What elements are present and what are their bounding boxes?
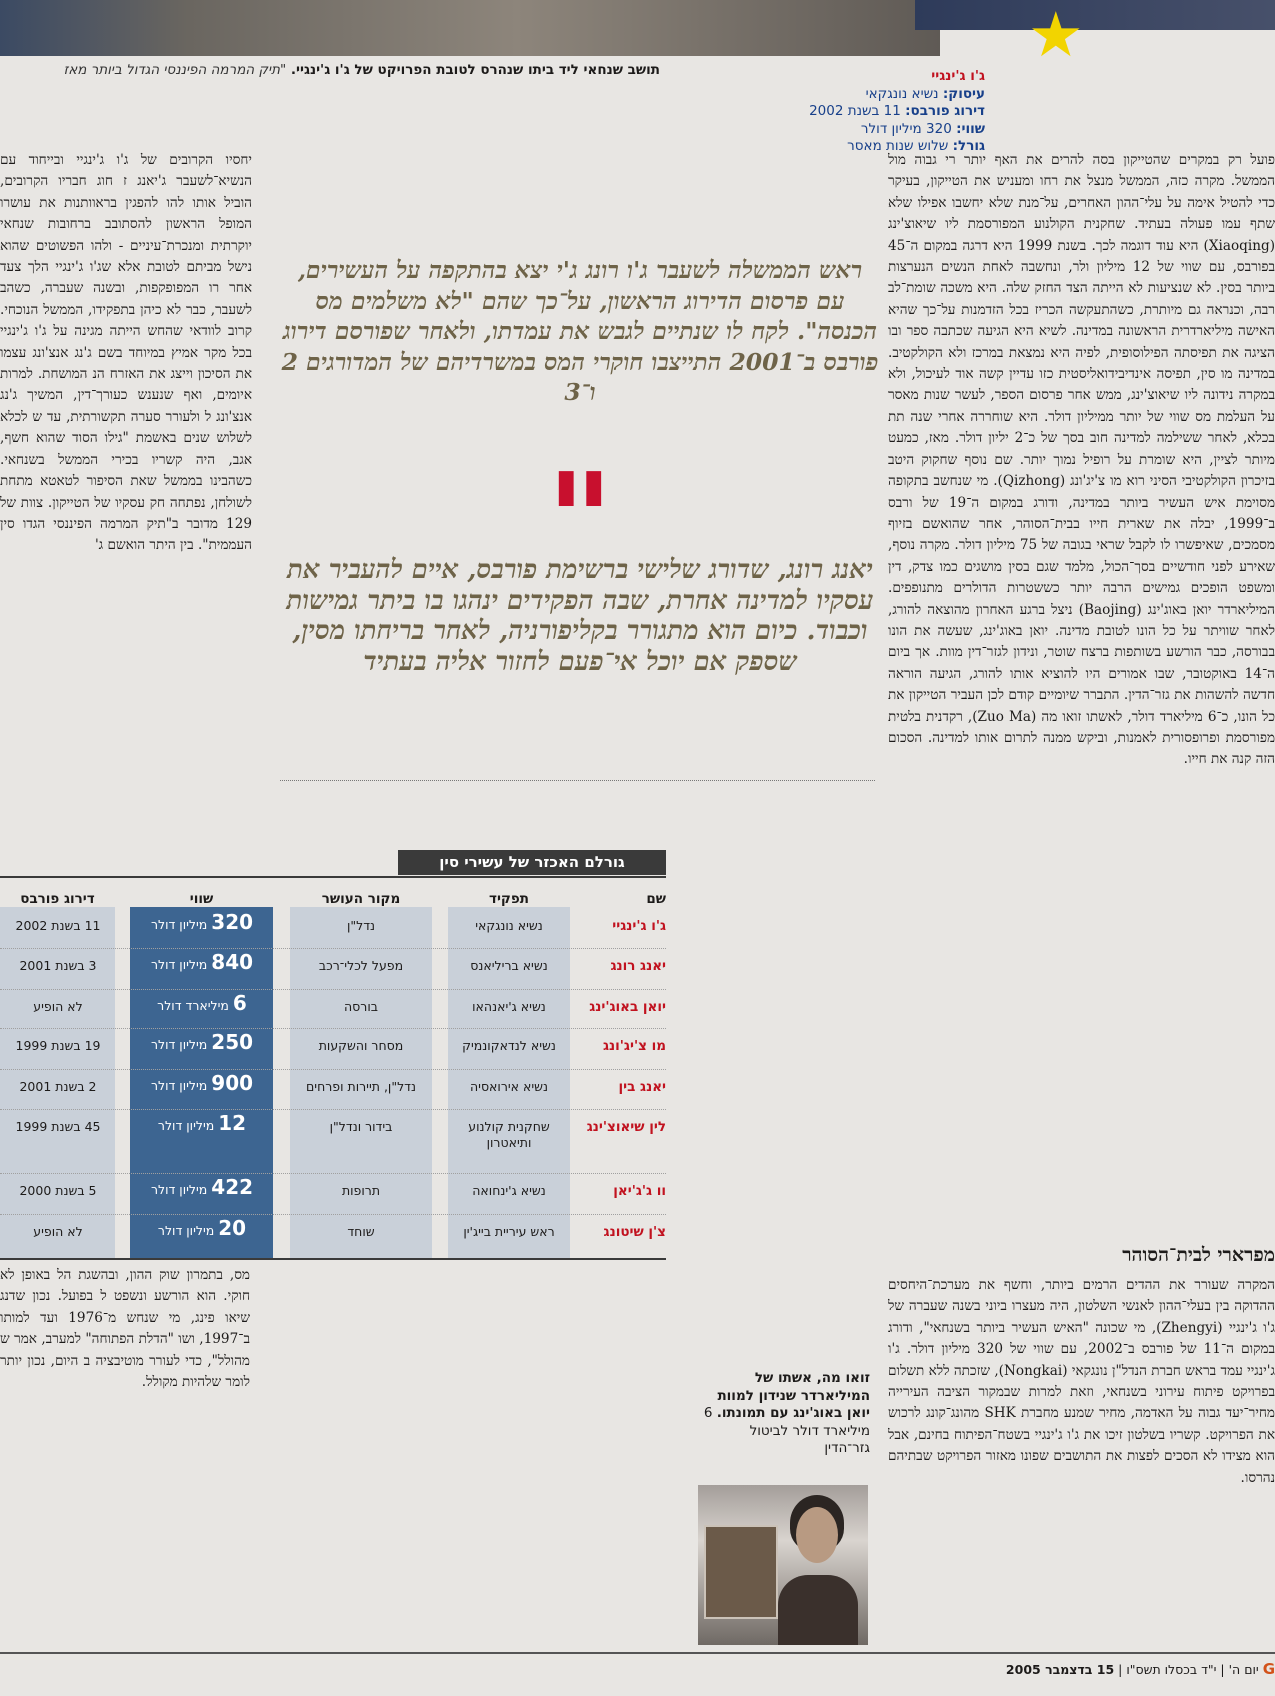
- profile-row: [800, 121, 985, 139]
- star-icon: ★: [1028, 0, 1084, 71]
- article-column-right-top: [888, 150, 1275, 1190]
- photo-caption: [700, 1370, 870, 1458]
- table-cell-rank: לא הופיע: [33, 1224, 83, 1239]
- value-number: 12: [218, 1111, 247, 1135]
- article-text: המקרה שעורר את ההדים הרמים ביותר, וחשף את מערכת־היחסים ההדוקה בין בעלי־ההון לאנשי השלטון, היה מעצרו ביוני בשנה שעברה של ג'ו ג'ינגיי (Zhengyi), מי שכונה "האיש העשיר ביותר בשנחאי", ודורג במקום ה־11 של פורבס ב־2002, עם שווי של 320 מיליון דולר. ג'ו ג'ינגיי עמד בראש חברת הנדל"ן נונגקאי (Nongkai), שזכתה ללא תשלום בפרויקט פיתוח עירוני בשנחאי, וזאת למרות שבמקור הציבה העירייה מחיר־יעד גבוה על האדמה, מחיר שמנע מחברת SHK מהונג־קונג לרכוש את הפרויקט. קשריו בשלטון זיכו את ג'ו ג'ינגיי בשטח־הפיתוח בחינם, אבל הוא מצידו לא הסכים לפצות את התושבים שפונו מאזור הפרויקט שבתיהם נהרסו.: [888, 1277, 1275, 1486]
- profile-value: שלוש שנות מאסר: [847, 138, 949, 154]
- profile-key: שווי:: [956, 120, 985, 137]
- table-row-separator: [0, 1028, 666, 1030]
- value-unit: מיליון דולר: [150, 957, 208, 972]
- value-unit: מיליון דולר: [150, 1078, 208, 1093]
- table-row-separator: [0, 1069, 666, 1071]
- table-cell-name: יאנג בין: [618, 1079, 666, 1095]
- table-row-separator: [0, 1214, 666, 1216]
- header-rank: דירוג פורבס: [20, 891, 95, 907]
- value-unit: מיליארד דולר: [157, 998, 229, 1013]
- value-number: 840: [211, 950, 254, 974]
- value-number: 320: [211, 910, 254, 934]
- pull-quote-top: ראש הממשלה לשעבר ג'ו רונג ג'י יצא בהתקפה על העשירים, עם פרסום הדירוג הראשון, על־כך שהם "לא משלמים מס הכנסה". לקח לו שנתיים לגבש את עמדתו, ולאחר שפורסם דירוג פורבס ב־2001 התייצבו חוקרי המס במשרדיהם של המדורגים 2 ו־3: [281, 256, 879, 406]
- article-text: יחסיו הקרובים של ג'ו ג'ינגיי ובייחוד עם הנשיא־לשעבר ג'יאנג ז חוג חבריו הקרובים, הוביל אותו להו להפגין בראוותנות את עושרו המופל הראשון להסתובב ברחובות שנחאי יוקרתית ומנכרת־עיניים - ולהו הפשוטים שהוא נישל מביתם לטובת אלא שג'ו ג'ינגיי הלך צעד אחר רו המפופקפות, ובשנה שעברה, כשהב לשעבר, כבר לא כיהן בתפקידו, הממשל הנוכחי. קרוב לוודאי שהחש הייתה מגינה על ג'ו ג'ינגיי בכל מקר אמיץ במיוחד בשם ג'נג אנצ'ונג עצמו את הסיכון וייצג את האזרח הנ המושחת. למרות איומים, ואף שנענש כעורך־דין, המשיך ג'נג אנצ'ונג ל ולעורר סערה תקשורתית, עד ש לכלא לשלוש שנים באשמת "גילו הסוד שהוא חשף, אגב, היה קשריו בכירי הממשל בשנחאי. כשהבינו בממשל שאת הסיפור לטאטא מתחת לשולחן, נפתחה חק עסקיו של הטייקון. צוות של 129 מדובר ב"תיק המרמה הפיננסי הגדו סין העממית". בין היתר הואשם ג': [0, 152, 252, 554]
- table-cell-source: תרופות: [341, 1183, 381, 1198]
- framed-picture: [704, 1525, 778, 1619]
- table-cell-value: [132, 1216, 272, 1240]
- profile-infobox: [800, 68, 985, 156]
- table-cell-rank: 2 בשנת 2001: [19, 1079, 97, 1094]
- profile-name: ג'ו ג'ינגיי: [931, 68, 985, 84]
- table-cell-value: [132, 1111, 272, 1135]
- table-cell-source: מפעל לכלי־רכב: [318, 958, 404, 973]
- footer-day: יום ה': [1228, 1662, 1259, 1677]
- caption-quote: "תיק המרמה הפיננסי הגדול ביותר מאז: [63, 62, 287, 78]
- table-cell-rank: 5 בשנת 2000: [19, 1183, 97, 1198]
- footer-rule: [0, 1652, 1275, 1654]
- table-cell-source: שוחד: [347, 1224, 375, 1239]
- footer-logo: G: [1262, 1660, 1275, 1678]
- photo-caption-rest: 6 מיליארד דולר לביטול גזר־הדין: [703, 1405, 870, 1456]
- table-row-separator: [0, 1109, 666, 1111]
- table-cell-name: מו צ'יג'ונג: [603, 1038, 666, 1054]
- table-cell-value: [132, 1030, 272, 1054]
- table-cell-name: יאנג רונג: [610, 958, 666, 974]
- table-cell-role: נשיא בריליאנס: [470, 958, 548, 973]
- article-text: מס, בתמרון שוק ההון, ובהשגת הל באופן לא חוקי. הוא הורשע ונשפט ל בפועל. נכון שדנג שיאו פינג, מי שנחש מ־1976 ועד למותו ב־1997, ושו "הדלת הפתוחה" למערב, אמר ש מהולל", כדי לעורר מוטיבציה ב היום, נכון יותר לומר שלהיות מקולל.: [0, 1267, 250, 1391]
- table-cell-role: ראש עיריית בייג'ין: [463, 1224, 555, 1239]
- table-bottom-rule: [0, 1258, 666, 1260]
- portrait-body: [778, 1575, 858, 1645]
- table-cell-role: נשיא ג'יאנהאו: [472, 999, 546, 1014]
- table-cell-role: נשיא לנדאקונמיק: [462, 1038, 556, 1053]
- profile-value: 11 בשנת 2002: [809, 103, 901, 119]
- profile-value: 320 מיליון דולר: [860, 120, 952, 137]
- table-cell-value: [132, 910, 272, 934]
- table-cell-source: בידור ונדל"ן: [329, 1119, 393, 1134]
- profile-key: גורל:: [952, 138, 985, 154]
- table-row-separator: [0, 1173, 666, 1175]
- table-cell-rank: 11 בשנת 2002: [15, 918, 101, 933]
- table-cell-name: וו ג'ג'יאן: [613, 1183, 666, 1199]
- value-unit: מיליון דולר: [150, 1037, 208, 1052]
- value-number: 6: [232, 991, 247, 1015]
- header-role: תפקיד: [489, 891, 529, 907]
- header-value: שווי: [189, 891, 214, 907]
- table-cell-value: [132, 1175, 272, 1199]
- table-rule: [0, 876, 666, 878]
- value-number: 250: [211, 1030, 254, 1054]
- table-cell-source: נדל"ן, תיירות ופרחים: [305, 1079, 417, 1094]
- quote-mark-icon: ": [546, 447, 614, 596]
- table-row-separator: [0, 989, 666, 991]
- photo-caption-bold: זואו מה, אשתו של המיליארדר שנידון למוות יואן באוג'ינג עם תמונתו.: [716, 1370, 870, 1421]
- table-cell-value: [132, 991, 272, 1015]
- table-cell-role: שחקנית קולנוע ותיאטרון: [468, 1119, 550, 1150]
- table-cell-role: נשיא ג'ינחואה: [472, 1183, 546, 1198]
- header-source: מקור העושר: [321, 891, 401, 907]
- portrait-photo: [698, 1485, 868, 1645]
- portrait-face: [796, 1507, 838, 1563]
- table-cell-role: נשיא נונגקאי: [475, 918, 543, 933]
- table-row-separator: [0, 948, 666, 950]
- table-cell-name: לין שיאוצ'ינג: [586, 1119, 666, 1135]
- value-unit: מיליון דולר: [157, 1118, 215, 1133]
- table-cell-source: בורסה: [344, 999, 378, 1014]
- profile-value: נשיא נונגקאי: [865, 85, 939, 102]
- value-number: 900: [211, 1071, 254, 1095]
- profile-key: דירוג פורבס:: [905, 103, 985, 119]
- article-text: פועל רק במקרים שהטייקון בסה להרים את האף יותר רי גבוה מול הממשל. מקרה כזה, הממשל מנצל את רחו ומעניש את הטייקון, בעיקר כדי להטיל אימה על עלי־ההון האחרים, על־מנת שלא יחשבו אפילו שלא שתף עמו פעולה בעתיד. שחקנית הקולנוע המפורסמת ליו שיאוצ'ינג (Xiaoqing) היא עוד דוגמה לכך. בשנת 1999 היא דרגה במקום ה־45 בפורבס, עם שווי של 12 מיליון ולר, ונחשבה לאחת הנשים הנערצות ביותר בסין. לא שנציעות לא הייתה הצד החזק שלה. היא משכה שומת־לב רבה, וכנראה גם מיותרת, כשהתעקשה הכריז בכל הזדמנות על־כך שהיא האישה מיליארדרית הראשונה במדינה. לשיא היא הגיעה שכתבה ספר ובו הציגה את תפיסתה הפילוסופית, לפיה היא נמצאת במרכז ולא הקולקטיב. במדינה מו סין, תפיסה אינדיבידואליסטית כזו עדיין קשה אוד לעיכול, ולא במקרה נידונה ליו שיאוצ'ינג, ממש אחר פרסום הספר, לעשר שנות מאסר על העלמת מס שווי של יותר ממיליון דולר. היא שוחררה אחרי שנה תת בכלא, לאחר ששילמה למדינה חוב בסך של כ־2 יליון דולר. מאז, כמעט מיותר לציין, היא שומרת על רופיל נמוך יותר. שם נוסף שחקוק היטב בזיכרון הקולקטיבי הסיני רוא מו צ'יג'ונג (Qizhong). מי שנחשב בתקופה מסוימת איש העשיר ביותר במדינה, ודורג במקום ה־19 של ורבס ב־1999, יבלה את שארית חייו בבית־הסוהר, אחר שהואשם בזיוף מסמכים, שאיפשרו לו לקבל שראי בגובה של 75 מיליון דולר. מקרה נוסף, שאירע לפני חודשיים בסך־הכול, מלמד שגם בסין מושגים כמו צדק, דין ומשפט הופכים גמישים הרבה יותר כששטרות הדולרים מתנופפים. המיליארדר יואן באוג'ינג (Baojing) ניצל ברגע האחרון מהוצאה להורג, לאחר שוויתר על כל הונו לטובת מדינה. יואן באוג'ינג, שעשה את הונו בבורסה, כבר הורשע בשותפות ברצח שוטר, ונידון לגזר־דין מוות. אך ביום ה־14 באוקטובר, שבו אמורים היו להוציא אותו להורג, הגיעה הוראה חדשה להשהות את גזר־הדין. התברר שיומיים קודם לכן העביר הטייקון את כל הונו, כ־6 מיליארד דולר, לאשתו זואו מה (Zuo Ma), רקדנית בלטית מפורסמת ופרופסורית לאמנות, וביקש ממנה לתרום אותו למדינה. הסכום הזה קנה את חייו.: [888, 152, 1275, 768]
- footer-hebrew-date: י"ד בכסלו תשס"ו: [1126, 1662, 1217, 1677]
- table-cell-rank: לא הופיע: [33, 999, 83, 1014]
- article-column-left-bottom: [0, 1265, 250, 1595]
- value-unit: מיליון דולר: [157, 1223, 215, 1238]
- header-name: שם: [646, 891, 666, 907]
- article-column-left-top: [0, 150, 252, 762]
- table-title: גורלם האכזר של עשירי סין: [398, 850, 666, 875]
- article-column-right-bottom: [888, 1275, 1275, 1595]
- profile-row: [800, 103, 985, 121]
- footer-date: 15 בדצמבר 2005: [1005, 1662, 1115, 1677]
- table-cell-value: [132, 1071, 272, 1095]
- table-cell-rank: 3 בשנת 2001: [19, 958, 97, 973]
- table-cell-source: נדל"ן: [346, 918, 376, 933]
- photo-caption-top: [0, 62, 660, 78]
- table-cell-value: [132, 950, 272, 974]
- table-cell-name: ג'ו ג'ינגיי: [612, 918, 666, 934]
- profile-key: עיסוק:: [942, 85, 985, 102]
- value-unit: מיליון דולר: [150, 917, 208, 932]
- caption-lead: תושב שנחאי ליד ביתו שנהרס לטובת הפרויקט של ג'ו ג'ינגיי.: [290, 62, 660, 78]
- profile-row: [800, 86, 985, 104]
- section-subhead: מפרארי לבית־הסוהר: [1122, 1244, 1275, 1266]
- dotted-divider: [280, 780, 875, 781]
- table-cell-name: יואן באוג'ינג: [589, 999, 666, 1015]
- value-number: 422: [211, 1175, 254, 1199]
- table-cell-rank: 19 בשנת 1999: [15, 1038, 101, 1053]
- table-cell-source: מסחר והשקעות: [318, 1038, 404, 1053]
- value-number: 20: [218, 1216, 247, 1240]
- table-cell-role: נשיא אירואסיה: [469, 1079, 549, 1094]
- pull-quote-bottom: יאנג רונג, שדורג שלישי ברשימת פורבס, איים להעביר את עסקיו למדינה אחרת, שבה הפקידים ינהגו בו ביתר גמישות וכבוד. כיום הוא מתגורר בקליפורניה, לאחר בריחתו מסין, שספק אם יוכל אי־פעם לחזור אליה בעתיד: [286, 555, 874, 677]
- table-cell-name: צ'ן שיטונג: [603, 1224, 666, 1240]
- top-photo: [0, 0, 940, 56]
- top-right-photo: [915, 0, 1275, 30]
- value-unit: מיליון דולר: [150, 1182, 208, 1197]
- page-footer: G יום ה' | י"ד בכסלו תשס"ו | 15 בדצמבר 2005: [1005, 1660, 1275, 1678]
- table-cell-rank: 45 בשנת 1999: [15, 1119, 101, 1134]
